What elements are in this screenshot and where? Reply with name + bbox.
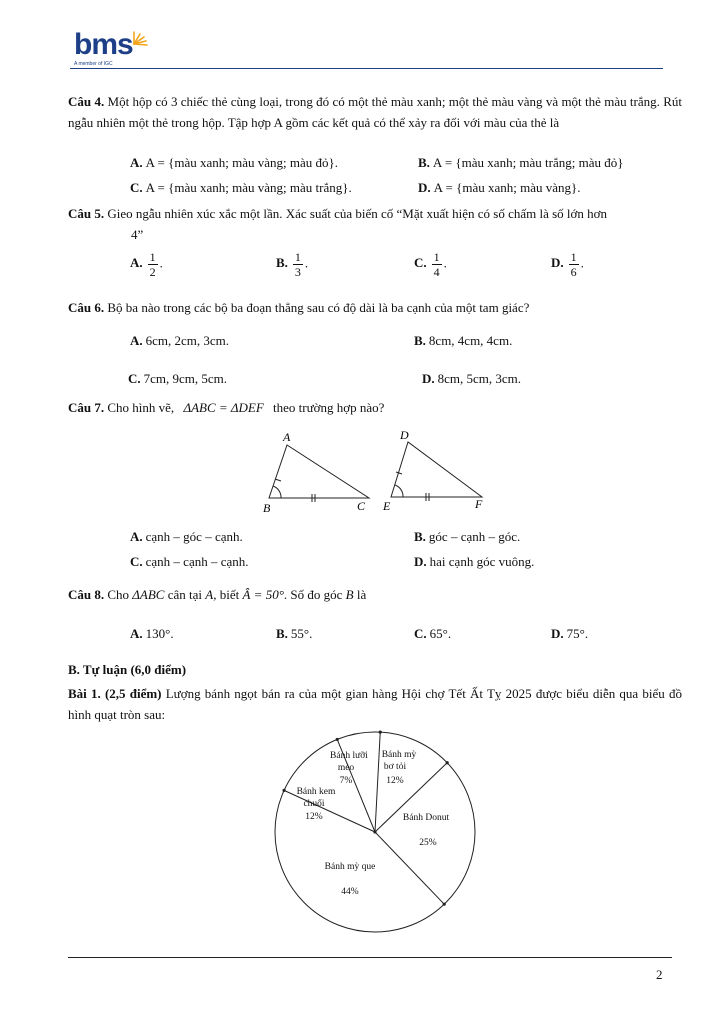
q7-option-a: A. cạnh – góc – cạnh. — [130, 529, 243, 544]
q6-option-b: B. 8cm, 4cm, 4cm. — [414, 333, 513, 348]
q8-label: Câu 8. — [68, 587, 105, 602]
slice-value-bo-toi: 12% — [386, 776, 404, 786]
q7-label: Câu 7. — [68, 400, 105, 415]
slice-label-bo-toi-1: Bánh mỳ — [381, 750, 417, 760]
pie-center-point — [373, 830, 376, 833]
logo-text: bms — [74, 28, 133, 61]
triangle-abc — [269, 445, 369, 498]
q8-option-b: B. 55°. — [276, 626, 313, 641]
slice-label-donut: Bánh Donut — [402, 813, 450, 823]
q8-text-3: biết — [219, 587, 240, 602]
slice-point-my-que — [443, 903, 446, 906]
slice-label-my-que: Bánh mỳ que — [324, 862, 376, 872]
q4-label: Câu 4. — [68, 94, 105, 109]
label-f: F — [475, 497, 483, 511]
q6-option-a: A. 6cm, 2cm, 3cm. — [130, 333, 230, 348]
triangle-def — [391, 442, 482, 497]
q8-expr-b: B — [345, 587, 354, 602]
q4-option-b: B. A = {màu xanh; màu trắng; màu đỏ} — [418, 155, 624, 170]
slice-boundary-bo-toi — [375, 732, 380, 832]
q8-text-2: cân tại — [167, 587, 203, 602]
q6-text: Bộ ba nào trong các bộ ba đoạn thẳng sau có độ dài là ba cạnh của một tam giác? — [107, 300, 530, 315]
q4-option-a: A. A = {màu xanh; màu vàng; màu đỏ}. — [130, 155, 339, 170]
slice-point-kem-chuoi — [282, 789, 285, 792]
q4-option-c: C. A = {màu xanh; màu vàng; màu trắng}. — [130, 180, 352, 195]
q8-text: Cho — [107, 587, 130, 602]
slice-label-luoi-meo-1: Bánh lưỡi — [330, 751, 368, 761]
slice-point-luoi-meo — [336, 738, 339, 741]
page-number: 2 — [656, 967, 663, 982]
label-c: C — [357, 499, 366, 513]
q5-option-a: A. $\frac{1}{2}$ . — [130, 250, 163, 279]
question-8 — [68, 584, 682, 605]
q5-option-c: C. $\frac{1}{4}$ . — [414, 250, 447, 279]
question-5 — [68, 203, 682, 224]
logo-subtitle: A member of IGC — [74, 61, 113, 67]
q8-text-5: là — [356, 587, 367, 602]
q8-expr-vertex: A, — [205, 587, 217, 602]
q8-option-a: A. 130°. — [130, 626, 174, 641]
q4-text: Một hộp có 3 chiếc thẻ cùng loại, trong đó có một thẻ màu xanh; một thẻ màu vàng và một thẻ màu trắng. Rút ngẫu nhiên một thẻ trong hộp. Tập hợp A gồm các kết quả có thể xảy ra đối với màu của thẻ là — [68, 94, 682, 130]
q7-text-after: theo trường hợp nào? — [273, 400, 385, 415]
slice-label-bo-toi-2: bơ tỏi — [383, 762, 407, 772]
header-divider — [70, 68, 663, 69]
label-b: B — [263, 501, 271, 515]
bai1-label: Bài 1. (2,5 điểm) — [68, 686, 162, 701]
q5-text-cont: 4” — [131, 227, 144, 242]
part-b-title: B. Tự luận (6,0 điểm) — [68, 662, 187, 677]
slice-value-donut: 25% — [419, 838, 437, 848]
q5-option-b: B. $\frac{1}{3}$ . — [276, 250, 309, 279]
q7-option-b: B. góc – cạnh – góc. — [414, 529, 521, 544]
slice-point-bo-toi — [379, 731, 382, 734]
question-6 — [68, 297, 682, 318]
slice-value-kem-chuoi: 12% — [305, 812, 323, 822]
slice-value-my-que: 44% — [341, 887, 359, 897]
q5-option-d: D. $\frac{1}{6}$ . — [551, 250, 584, 279]
footer-divider — [68, 957, 672, 958]
slice-point-donut — [446, 761, 449, 764]
label-e: E — [383, 499, 391, 513]
q5-text: Gieo ngẫu nhiên xúc xắc một lần. Xác suất của biến cố “Mặt xuất hiện có số chấm là số lớn hơn — [107, 206, 608, 221]
label-d: D — [400, 428, 409, 442]
q8-expr-angle: Â = 50° — [242, 587, 284, 602]
question-4 — [68, 91, 682, 133]
sun-icon — [128, 26, 152, 50]
q7-expression: ΔABC = ΔDEF — [183, 400, 264, 415]
q7-text: Cho hình vẽ, — [107, 400, 175, 415]
question-7 — [68, 397, 682, 418]
q5-label: Câu 5. — [68, 206, 105, 221]
q8-option-d: D. 75°. — [551, 626, 589, 641]
q6-option-c: C. 7cm, 9cm, 5cm. — [128, 371, 228, 386]
slice-label-luoi-meo-2: mèo — [337, 763, 355, 773]
q8-expr-triangle: ΔABC — [132, 587, 165, 602]
q6-label: Câu 6. — [68, 300, 105, 315]
q7-option-c: C. cạnh – cạnh – cạnh. — [130, 554, 249, 569]
slice-label-kem-chuoi-1: Bánh kem — [296, 787, 336, 797]
triangles-figure — [250, 425, 500, 520]
slice-value-luoi-meo: 7% — [339, 776, 353, 786]
pie-chart — [270, 726, 480, 946]
slice-label-kem-chuoi-2: chuối — [303, 799, 325, 809]
q7-option-d: D. hai cạnh góc vuông. — [414, 554, 535, 569]
bai1-text: Lượng bánh ngọt bán ra của một gian hàng Hội chợ Tết Ất Tỵ 2025 được biểu diễn qua biểu đồ hình quạt tròn sau: — [68, 686, 682, 722]
q6-option-d: D. 8cm, 5cm, 3cm. — [422, 371, 522, 386]
q8-text-4: . Số đo góc — [283, 587, 343, 602]
q8-option-c: C. 65°. — [414, 626, 452, 641]
q4-option-d: D. A = {màu xanh; màu vàng}. — [418, 180, 581, 195]
label-a: A — [283, 430, 291, 444]
bai-1 — [68, 683, 682, 725]
